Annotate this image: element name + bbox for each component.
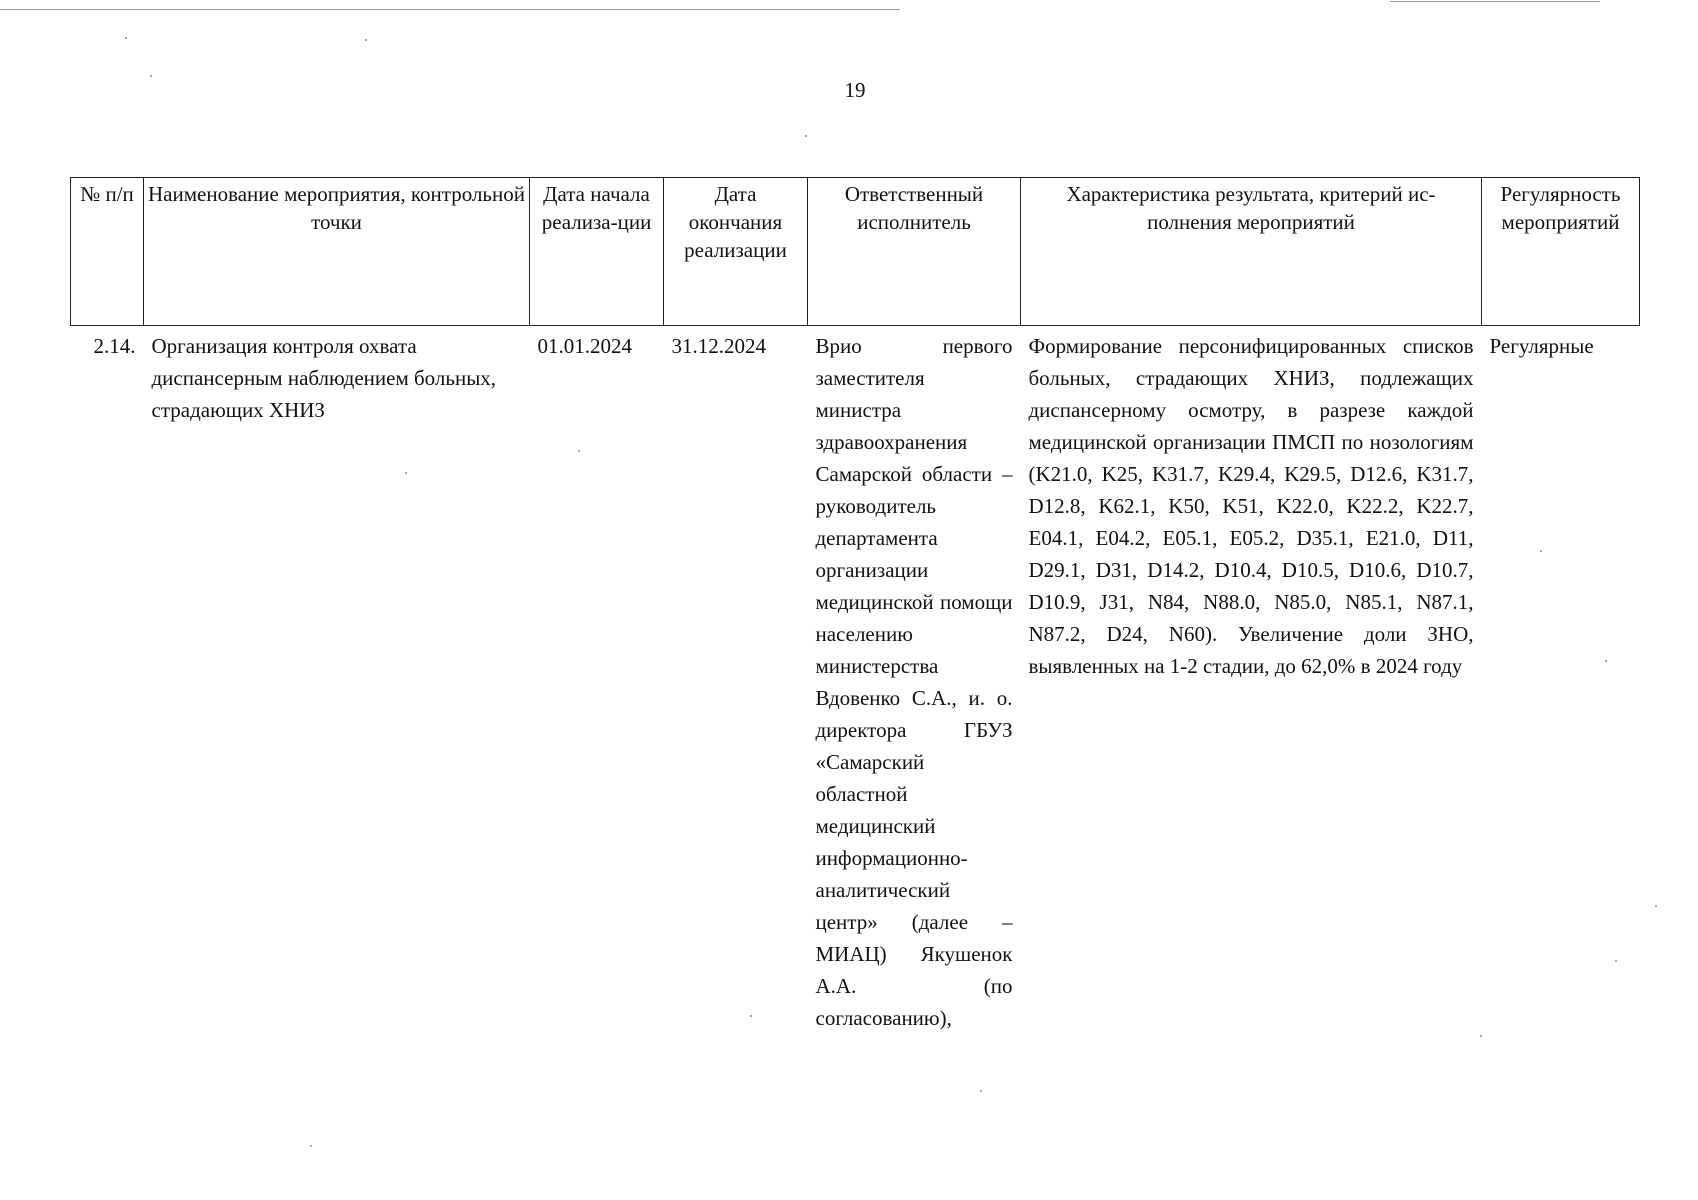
- scan-speck: [150, 75, 152, 77]
- cell-responsible: Врио первого заместителя министра здравоохранения Самарской области – руководитель департамента организации медицинской помощи населению министерства Вдовенко С.А., и. о. директора ГБУЗ «Самарский областной медицинский информационно-аналитический центр» (далее – МИАЦ) Якушенок А.А. (по согласованию),: [815, 334, 1013, 1030]
- cell-regularity: Регулярные: [1489, 334, 1594, 358]
- header-end-date: Дата окончания реализации: [664, 178, 808, 326]
- cell-end-date: 31.12.2024: [671, 334, 766, 358]
- header-name: Наименование мероприятия, контрольной точки: [144, 178, 530, 326]
- scan-speck: [310, 1145, 312, 1147]
- scan-speck: [125, 37, 127, 39]
- header-num: № п/п: [71, 178, 144, 326]
- header-regularity: Регулярность мероприятий: [1482, 178, 1640, 326]
- header-result: Характеристика результата, критерий ис-полнения мероприятий: [1021, 178, 1482, 326]
- table-header-row: [71, 178, 1640, 326]
- table-row: [71, 326, 1640, 1035]
- scan-speck: [365, 39, 367, 41]
- cell-name: Организация контроля охвата диспансерным наблюдением больных, страдающих ХНИЗ: [151, 334, 497, 422]
- scan-artifact-line: [1390, 1, 1600, 2]
- scan-artifact-line: [0, 9, 900, 10]
- scan-speck: [1655, 905, 1657, 907]
- scan-speck: [805, 135, 807, 137]
- header-start-date: Дата начала реализа-ции: [530, 178, 664, 326]
- scan-speck: [1480, 1035, 1482, 1037]
- page-number: 19: [844, 78, 866, 102]
- measures-table: [70, 177, 1640, 1034]
- cell-result: Формирование персонифицированных списков больных, страдающих ХНИЗ, подлежащих диспансерному осмотру, в разрезе каждой медицинской организации ПМСП по нозологиям (K21.0, K25, K31.7, K29.4, K29.5, D12.6, K31.7, D12.8, K62.1, K50, K51, K22.0, K22.2, K22.7, E04.1, E04.2, E05.1, E05.2, D35.1, E21.0, D11, D29.1, D31, D14.2, D10.4, D10.5, D10.6, D10.7, D10.9, J31, N84, N88.0, N85.0, N85.1, N87.1, N87.2, D24, N60). Увеличение доли ЗНО, выявленных на 1-2 стадии, до 62,0% в 2024 году: [1028, 334, 1474, 678]
- cell-num: 2.14.: [93, 334, 136, 358]
- cell-start-date: 01.01.2024: [537, 334, 632, 358]
- scan-speck: [980, 1090, 982, 1092]
- header-responsible: Ответственный исполнитель: [808, 178, 1021, 326]
